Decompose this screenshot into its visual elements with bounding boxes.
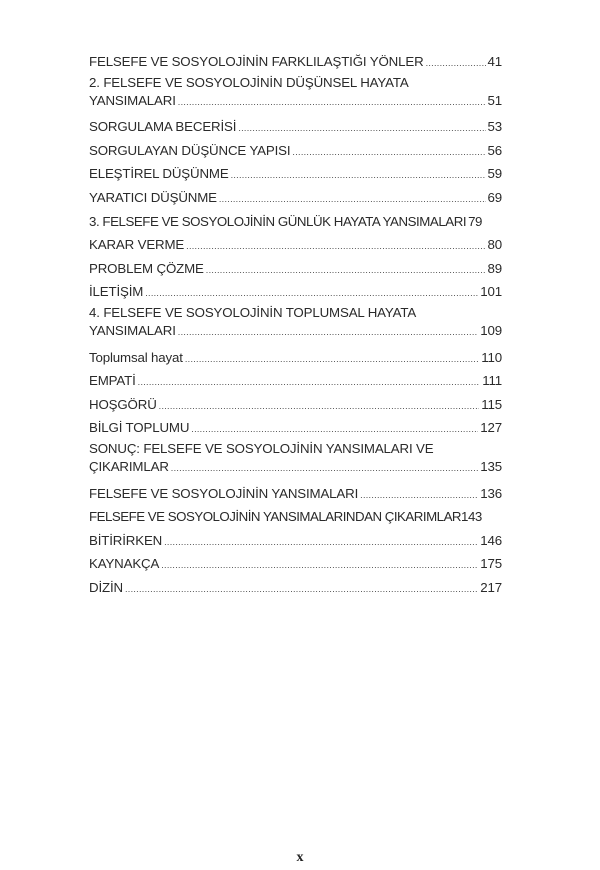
- dot-leader: [138, 371, 481, 395]
- toc-entry: [89, 139, 502, 163]
- toc-entry-page: 109: [480, 322, 502, 338]
- dot-leader: [360, 484, 478, 508]
- toc-entry: [89, 280, 502, 304]
- toc-entry-title: FELSEFE VE SOSYOLOJİNİN YANSIMALARINDAN ÇIKARIMLAR: [89, 509, 462, 525]
- toc-entry-title: SORGULAMA BECERİSİ: [89, 119, 237, 135]
- toc-entry-page: 127: [480, 420, 502, 436]
- toc-entry-page: 146: [480, 532, 502, 548]
- dot-leader: [125, 578, 478, 602]
- toc-entry-title: Toplumsal hayat: [89, 349, 183, 365]
- toc-entry-title: KARAR VERME: [89, 237, 185, 253]
- toc-entry: [89, 115, 502, 139]
- toc-entry-page: 143: [461, 509, 482, 525]
- toc-entry-title: EMPATİ: [89, 373, 136, 389]
- toc-entry-title: SORGULAYAN DÜŞÜNCE YAPISI: [89, 142, 291, 158]
- toc-entry-page: 136: [480, 485, 502, 501]
- dot-leader: [185, 348, 479, 372]
- toc-entry: [89, 257, 502, 281]
- toc-entry-page: 41: [487, 54, 502, 69]
- toc-entry-title: FELSEFE VE SOSYOLOJİNİN YANSIMALARI: [89, 485, 359, 501]
- toc-entry-title: 3. FELSEFE VE SOSYOLOJİNİN GÜNLÜK HAYATA YANSIMALARI: [89, 213, 467, 229]
- toc-entry-page: 135: [480, 458, 502, 474]
- toc-entry: [89, 233, 502, 257]
- toc-entry-page: 175: [480, 556, 502, 572]
- toc-entry-title: DİZİN: [89, 579, 123, 595]
- dot-leader: [178, 323, 478, 341]
- toc-entry: [89, 50, 502, 74]
- toc-entry: [89, 186, 502, 210]
- toc-entry-page: 59: [487, 166, 502, 182]
- dot-leader: [145, 282, 478, 306]
- toc-entry: [89, 416, 502, 440]
- dot-leader: [292, 141, 485, 165]
- toc-entry-title: BİLGİ TOPLUMU: [89, 420, 190, 436]
- toc-entry: [89, 552, 502, 576]
- toc-entry: [89, 482, 502, 506]
- toc-entry-title-line2: YANSIMALARI: [89, 92, 176, 108]
- toc-entry: [89, 210, 502, 234]
- toc-entry: [89, 346, 502, 370]
- dot-leader: [191, 418, 478, 442]
- toc-entry: [89, 505, 502, 529]
- toc-entry: [89, 576, 502, 600]
- toc-entry-page: 79: [468, 213, 482, 229]
- dot-leader: [426, 52, 486, 76]
- toc-entry-page: 80: [487, 237, 502, 253]
- toc-entry-title: İLETİŞİM: [89, 284, 144, 300]
- dot-leader: [206, 259, 486, 283]
- toc-entry-page: 115: [481, 396, 502, 412]
- dot-leader: [219, 188, 486, 212]
- toc-entry-title: ELEŞTİREL DÜŞÜNME: [89, 166, 229, 182]
- dot-leader: [178, 93, 486, 111]
- toc-entry-page: 89: [487, 260, 502, 276]
- toc-entry-title: FELSEFE VE SOSYOLOJİNİN FARKLILAŞTIĞI YÖNLER: [89, 54, 424, 69]
- toc-entry: [89, 393, 502, 417]
- dot-leader: [171, 459, 478, 477]
- toc-entry-page: 51: [487, 92, 502, 108]
- toc-entry-page: 69: [487, 189, 502, 205]
- toc-entry-page: 56: [487, 142, 502, 158]
- toc-entry: [89, 162, 502, 186]
- toc-entry-title-line1: 4. FELSEFE VE SOSYOLOJİNİN TOPLUMSAL HAYATA: [89, 304, 417, 320]
- toc-entry-title: KAYNAKÇA: [89, 556, 160, 572]
- toc-entry-page: 111: [482, 373, 502, 389]
- toc-entry-page: 217: [480, 579, 502, 595]
- page-number: x: [296, 850, 304, 865]
- toc-entry-title-line1: 2. FELSEFE VE SOSYOLOJİNİN DÜŞÜNSEL HAYATA: [89, 74, 409, 90]
- toc-entry: [89, 304, 502, 340]
- toc-entry: [89, 369, 502, 393]
- toc-entry-title: HOŞGÖRÜ: [89, 396, 157, 412]
- toc-entry-title: YARATICI DÜŞÜNME: [89, 189, 217, 205]
- dot-leader: [231, 164, 486, 188]
- toc-entry: [89, 529, 502, 553]
- toc-entry-page: 101: [480, 284, 502, 300]
- toc-entry-page: 53: [487, 119, 502, 135]
- table-of-contents: [89, 50, 502, 599]
- dot-leader: [238, 117, 485, 141]
- toc-entry-title-line1: SONUÇ: FELSEFE VE SOSYOLOJİNİN YANSIMALARI VE: [89, 440, 434, 456]
- toc-entry: [89, 440, 502, 476]
- toc-entry: [89, 74, 502, 110]
- dot-leader: [186, 235, 485, 259]
- toc-entry-title-line2: YANSIMALARI: [89, 322, 176, 338]
- dot-leader: [164, 531, 478, 555]
- dot-leader: [159, 395, 480, 419]
- toc-entry-title-line2: ÇIKARIMLAR: [89, 458, 169, 474]
- toc-entry-page: 110: [481, 349, 502, 365]
- toc-entry-title: BİTİRİRKEN: [89, 532, 163, 548]
- toc-entry-title: PROBLEM ÇÖZME: [89, 260, 204, 276]
- dot-leader: [161, 554, 478, 578]
